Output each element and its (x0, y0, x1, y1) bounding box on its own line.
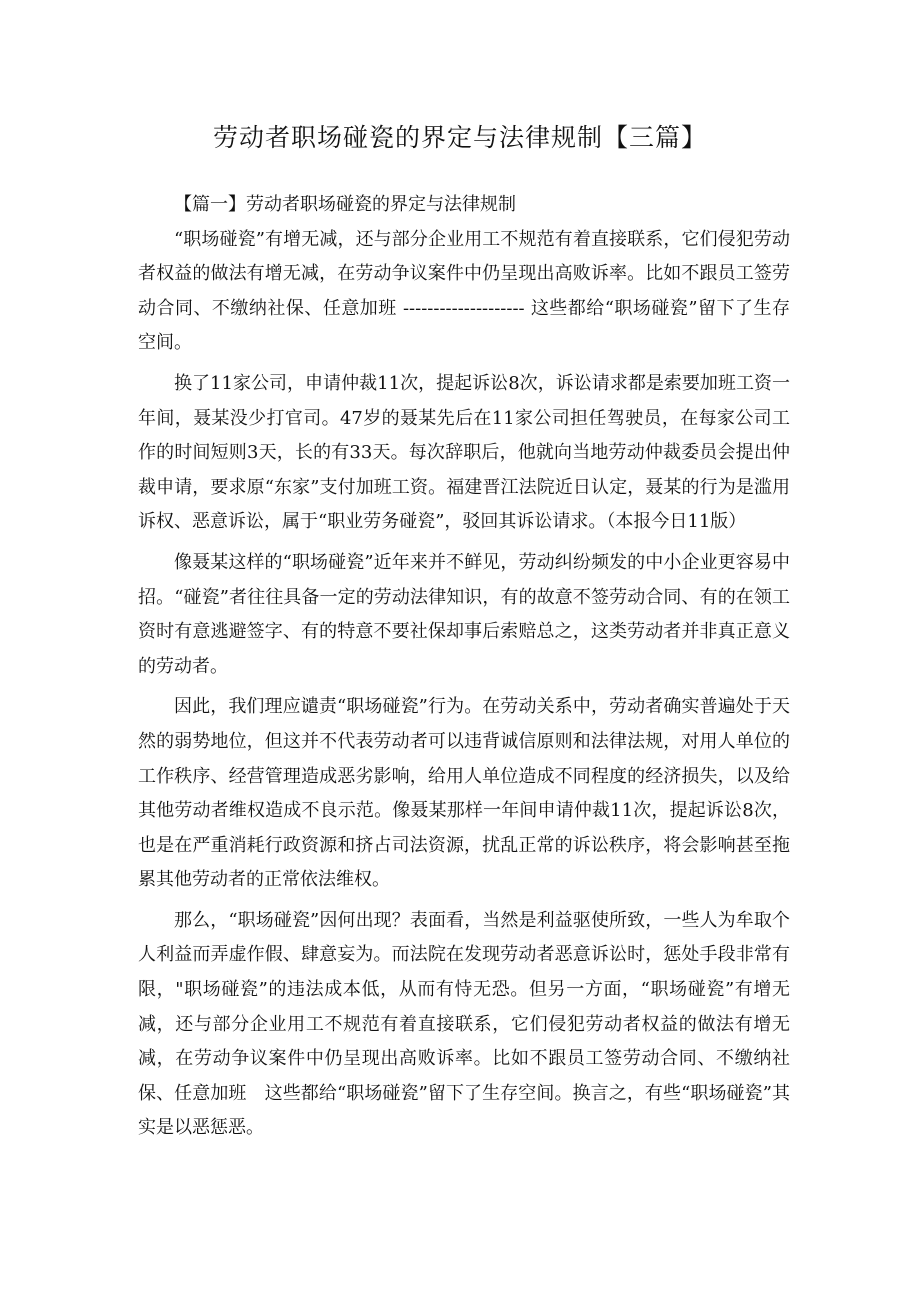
paragraph-3: 像聂某这样的“职场碰瓷”近年来并不鲜见，劳动纠纷频发的中小企业更容易中招。“碰瓷”者往往具备一定的劳动法律知识，有的故意不签劳动合同、有的在领工资时有意逃避签字、有的特意不要社保却事后索赔总之，这类劳动者并非真正意义的劳动者。 (138, 551, 790, 677)
paragraph-2: 换了11家公司，申请仲裁11次，提起诉讼8次，诉讼请求都是索要加班工资一年间，聂某没少打官司。47岁的聂某先后在11家公司担任驾驶员，在每家公司工作的时间短则3天，长的有33天。每次辞职后，他就向当地劳动仲裁委员会提出仲裁申请，要求原“东家”支付加班工资。福建晋江法院近日认定，聂某的行为是滥用诉权、恶意诉讼，属于“职业劳务碰瓷”，驳回其诉讼请求。（本报今日11版） (138, 372, 790, 533)
document-title: 劳动者职场碰瓷的界定与法律规制【三篇】 (212, 123, 707, 152)
paragraph-1: “职场碰瓷”有增无减，还与部分企业用工不规范有着直接联系，它们侵犯劳动者权益的做法有增无减，在劳动争议案件中仍呈现出高败诉率。比如不跟员工签劳动合同、不缴纳社保、任意加班 -------------------- 这些都给“职场碰瓷”留下了生存空间。 (138, 228, 790, 354)
document-body (138, 188, 790, 1146)
paragraph-5: 那么，“职场碰瓷”因何出现？表面看，当然是利益驱使所致，一些人为牟取个人利益而弄虚作假、肆意妄为。而法院在发现劳动者恶意诉讼时，惩处手段非常有限，"职场碰瓷”的违法成本低，从而有恃无恐。但另一方面，“职场碰瓷”有增无减，还与部分企业用工不规范有着直接联系，它们侵犯劳动者权益的做法有增无减，在劳动争议案件中仍呈现出高败诉率。比如不跟员工签劳动合同、不缴纳社保、任意加班 这些都给“职场碰瓷”留下了生存空间。换言之，有些“职场碰瓷”其实是以恶惩恶。 (138, 909, 790, 1139)
section-heading: 【篇一】劳动者职场碰瓷的界定与法律规制 (174, 194, 516, 215)
paragraph-4: 因此，我们理应谴责“职场碰瓷”行为。在劳动关系中，劳动者确实普遍处于天然的弱势地位，但这并不代表劳动者可以违背诚信原则和法律法规，对用人单位的工作秩序、经营管理造成恶劣影响，给用人单位造成不同程度的经济损失，以及给其他劳动者维权造成不良示范。像聂某那样一年间申请仲裁11次，提起诉讼8次，也是在严重消耗行政资源和挤占司法资源，扰乱正常的诉讼秩序，将会影响甚至拖累其他劳动者的正常依法维权。 (138, 696, 790, 891)
